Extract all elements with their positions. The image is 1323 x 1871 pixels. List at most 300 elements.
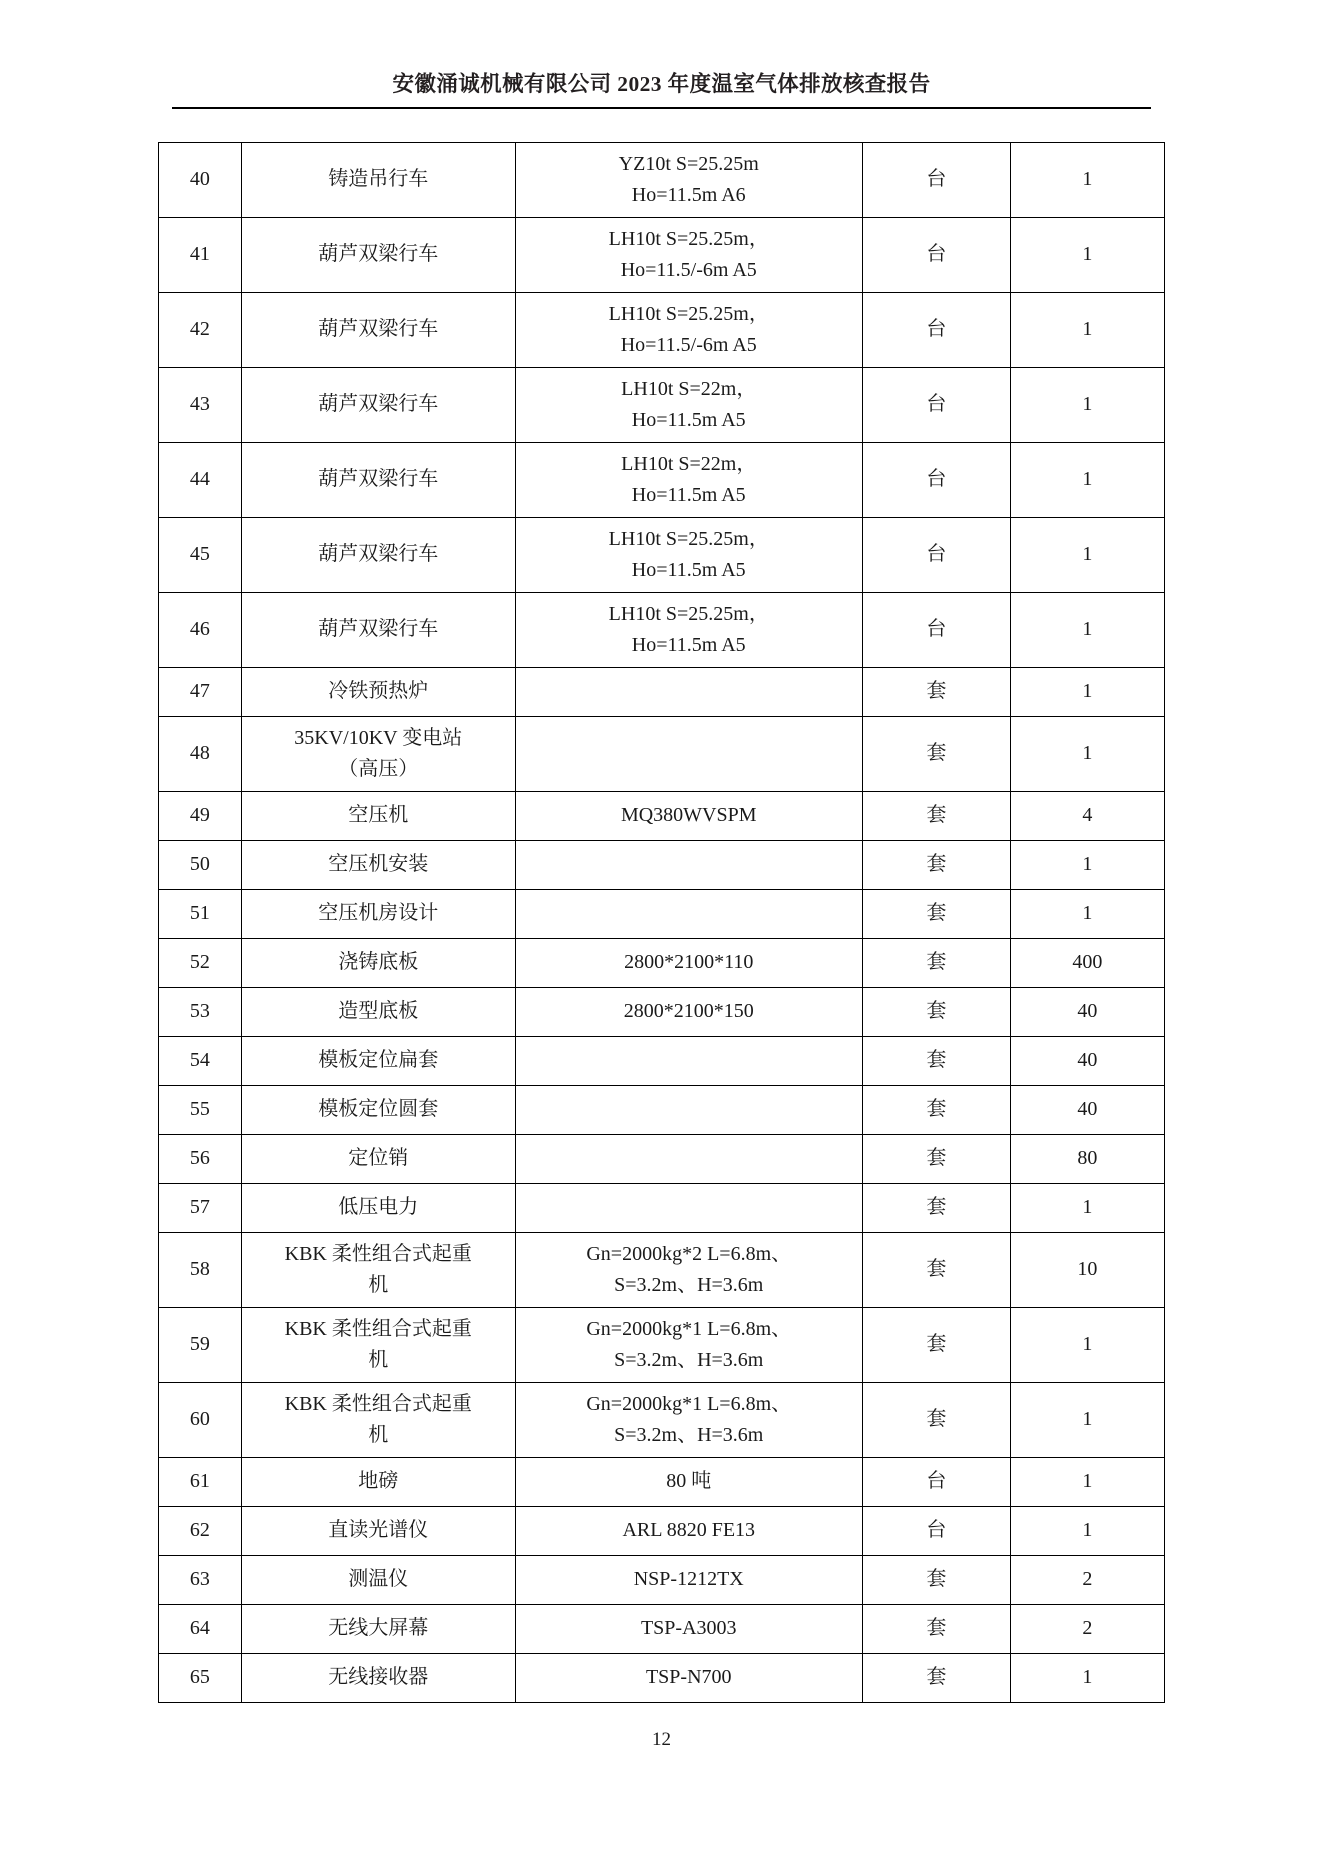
table-row	[159, 442, 1165, 517]
specification-value	[516, 1135, 862, 1183]
unit-value: 套	[926, 999, 947, 1022]
serial-number-value: 45	[189, 542, 210, 565]
equipment-table	[158, 142, 1165, 1703]
cell-serial-number	[159, 938, 242, 987]
cell-equipment-name	[241, 987, 515, 1036]
specification-line-2: Ho=11.5m A5	[631, 558, 746, 581]
cell-specification	[515, 367, 862, 442]
cell-quantity	[1010, 716, 1164, 791]
cell-serial-number	[159, 1506, 242, 1555]
cell-quantity	[1010, 292, 1164, 367]
cell-serial-number	[159, 1457, 242, 1506]
cell-serial-number	[159, 667, 242, 716]
specification-line-1: LH10t S=22m，	[621, 377, 757, 400]
cell-serial-number	[159, 1085, 242, 1134]
equipment-name-value: 浇铸底板	[338, 950, 419, 973]
cell-quantity	[1010, 840, 1164, 889]
serial-number-value: 53	[189, 999, 210, 1022]
unit-value: 套	[926, 1146, 947, 1169]
cell-specification	[515, 1506, 862, 1555]
cell-serial-number	[159, 292, 242, 367]
cell-specification	[515, 840, 862, 889]
cell-specification	[515, 1555, 862, 1604]
equipment-name-value: 无线大屏幕	[328, 1616, 429, 1639]
serial-number-value: 44	[189, 467, 210, 490]
cell-serial-number	[159, 889, 242, 938]
table-row	[159, 1555, 1165, 1604]
cell-serial-number	[159, 1036, 242, 1085]
table-row	[159, 1134, 1165, 1183]
cell-unit	[862, 1653, 1010, 1702]
cell-specification	[515, 889, 862, 938]
cell-specification	[515, 1134, 862, 1183]
cell-equipment-name	[241, 1653, 515, 1702]
quantity-value: 1	[1082, 901, 1093, 924]
cell-specification	[515, 791, 862, 840]
cell-unit	[862, 938, 1010, 987]
cell-quantity	[1010, 1134, 1164, 1183]
cell-serial-number	[159, 1307, 242, 1382]
cell-specification	[515, 517, 862, 592]
quantity-value: 1	[1082, 542, 1093, 565]
equipment-name-value: 模板定位扁套	[318, 1048, 439, 1071]
cell-equipment-name	[241, 217, 515, 292]
quantity-value: 2	[1082, 1616, 1093, 1639]
equipment-name-line-2: 机	[368, 1423, 389, 1446]
cell-equipment-name	[241, 667, 515, 716]
serial-number-value: 46	[189, 617, 210, 640]
serial-number-value: 47	[189, 679, 210, 702]
cell-unit	[862, 667, 1010, 716]
specification-value	[516, 939, 862, 987]
cell-equipment-name	[241, 1085, 515, 1134]
specification-value	[516, 1086, 862, 1134]
cell-unit	[862, 840, 1010, 889]
cell-unit	[862, 292, 1010, 367]
specification-value	[516, 1507, 862, 1555]
quantity-value: 4	[1082, 803, 1093, 826]
quantity-value: 1	[1082, 852, 1093, 875]
equipment-name-value: 葫芦双梁行车	[318, 542, 439, 565]
specification-line-1: 2800*2100*110	[624, 950, 754, 973]
table-row	[159, 840, 1165, 889]
specification-value	[516, 1383, 862, 1457]
cell-unit	[862, 592, 1010, 667]
cell-unit	[862, 1382, 1010, 1457]
cell-serial-number	[159, 592, 242, 667]
cell-equipment-name	[241, 442, 515, 517]
unit-value: 套	[926, 1195, 947, 1218]
specification-line-2: Ho=11.5/-6m A5	[620, 258, 757, 281]
unit-value: 套	[926, 950, 947, 973]
cell-equipment-name	[241, 1307, 515, 1382]
cell-serial-number	[159, 367, 242, 442]
cell-quantity	[1010, 1653, 1164, 1702]
cell-unit	[862, 716, 1010, 791]
equipment-name-line-2: 机	[368, 1273, 389, 1296]
cell-unit	[862, 142, 1010, 217]
equipment-name-value	[242, 1308, 515, 1382]
specification-value	[516, 841, 862, 889]
cell-unit	[862, 1232, 1010, 1307]
table-row	[159, 1232, 1165, 1307]
table-row	[159, 1036, 1165, 1085]
cell-specification	[515, 292, 862, 367]
cell-quantity	[1010, 987, 1164, 1036]
specification-line-2: Ho=11.5m A5	[631, 633, 746, 656]
running-header	[0, 0, 1323, 109]
unit-value: 台	[926, 1469, 947, 1492]
table-row	[159, 367, 1165, 442]
serial-number-value: 63	[189, 1567, 210, 1590]
equipment-name-value	[242, 1233, 515, 1307]
serial-number-value: 62	[189, 1518, 210, 1541]
serial-number-value: 48	[189, 741, 210, 764]
specification-value	[516, 518, 862, 592]
serial-number-value: 54	[189, 1048, 210, 1071]
quantity-value: 1	[1082, 392, 1093, 415]
equipment-name-line-1: KBK 柔性组合式起重	[284, 1242, 472, 1265]
equipment-name-value: 空压机	[348, 803, 409, 826]
specification-line-1: LH10t S=25.25m，	[608, 302, 769, 325]
quantity-value: 1	[1082, 679, 1093, 702]
specification-line-2: Ho=11.5m A6	[631, 183, 746, 206]
equipment-name-value: 葫芦双梁行车	[318, 317, 439, 340]
serial-number-value: 59	[189, 1332, 210, 1355]
cell-serial-number	[159, 1382, 242, 1457]
cell-unit	[862, 1457, 1010, 1506]
cell-equipment-name	[241, 367, 515, 442]
cell-equipment-name	[241, 889, 515, 938]
table-row	[159, 1307, 1165, 1382]
unit-value: 台	[926, 1518, 947, 1541]
cell-equipment-name	[241, 938, 515, 987]
specification-value	[516, 443, 862, 517]
equipment-name-value: 铸造吊行车	[328, 167, 429, 190]
table-row	[159, 938, 1165, 987]
specification-value	[516, 1308, 862, 1382]
unit-value: 台	[926, 542, 947, 565]
specification-value	[516, 1037, 862, 1085]
equipment-name-value	[242, 717, 515, 791]
quantity-value: 1	[1082, 617, 1093, 640]
equipment-name-value: 低压电力	[338, 1195, 419, 1218]
cell-quantity	[1010, 217, 1164, 292]
table-row	[159, 292, 1165, 367]
quantity-value: 1	[1082, 741, 1093, 764]
cell-equipment-name	[241, 1604, 515, 1653]
cell-specification	[515, 442, 862, 517]
serial-number-value: 51	[189, 901, 210, 924]
cell-quantity	[1010, 889, 1164, 938]
serial-number-value: 56	[189, 1146, 210, 1169]
table-row	[159, 217, 1165, 292]
cell-specification	[515, 1307, 862, 1382]
serial-number-value: 40	[189, 167, 210, 190]
unit-value: 套	[926, 901, 947, 924]
page-number: 12	[652, 1728, 671, 1750]
specification-line-1: MQ380WVSPM	[620, 803, 757, 826]
cell-serial-number	[159, 1183, 242, 1232]
cell-quantity	[1010, 1085, 1164, 1134]
table-row	[159, 791, 1165, 840]
table-row	[159, 716, 1165, 791]
table-row	[159, 987, 1165, 1036]
unit-value: 套	[926, 1257, 947, 1280]
specification-line-1: TSP-N700	[645, 1665, 732, 1688]
cell-equipment-name	[241, 1183, 515, 1232]
unit-value: 套	[926, 1567, 947, 1590]
table-row	[159, 517, 1165, 592]
specification-line-2: S=3.2m、H=3.6m	[614, 1348, 764, 1371]
cell-specification	[515, 217, 862, 292]
specification-value	[516, 368, 862, 442]
cell-serial-number	[159, 217, 242, 292]
specification-line-1: LH10t S=25.25m，	[608, 227, 769, 250]
cell-unit	[862, 442, 1010, 517]
serial-number-value: 52	[189, 950, 210, 973]
cell-unit	[862, 1134, 1010, 1183]
table-row	[159, 1604, 1165, 1653]
cell-quantity	[1010, 791, 1164, 840]
specification-line-1: NSP-1212TX	[633, 1567, 744, 1590]
cell-quantity	[1010, 367, 1164, 442]
unit-value: 套	[926, 1332, 947, 1355]
quantity-value: 1	[1082, 242, 1093, 265]
unit-value: 套	[926, 1048, 947, 1071]
cell-equipment-name	[241, 840, 515, 889]
specification-value	[516, 1605, 862, 1653]
unit-value: 台	[926, 617, 947, 640]
equipment-name-value: 造型底板	[338, 999, 419, 1022]
cell-quantity	[1010, 1183, 1164, 1232]
specification-value	[516, 593, 862, 667]
unit-value: 套	[926, 1097, 947, 1120]
cell-equipment-name	[241, 142, 515, 217]
specification-line-1: LH10t S=25.25m，	[608, 602, 769, 625]
cell-quantity	[1010, 142, 1164, 217]
serial-number-value: 61	[189, 1469, 210, 1492]
cell-serial-number	[159, 716, 242, 791]
unit-value: 台	[926, 167, 947, 190]
cell-specification	[515, 1232, 862, 1307]
table-row	[159, 667, 1165, 716]
cell-equipment-name	[241, 1036, 515, 1085]
cell-serial-number	[159, 517, 242, 592]
equipment-name-value: 空压机安装	[328, 852, 429, 875]
cell-equipment-name	[241, 592, 515, 667]
serial-number-value: 49	[189, 803, 210, 826]
specification-line-1: Gn=2000kg*1 L=6.8m、	[586, 1317, 792, 1340]
equipment-name-value: 葫芦双梁行车	[318, 242, 439, 265]
cell-specification	[515, 667, 862, 716]
equipment-name-value: 空压机房设计	[318, 901, 439, 924]
cell-equipment-name	[241, 1555, 515, 1604]
cell-quantity	[1010, 1036, 1164, 1085]
cell-unit	[862, 1307, 1010, 1382]
cell-serial-number	[159, 442, 242, 517]
quantity-value: 1	[1082, 1332, 1093, 1355]
specification-line-2: Ho=11.5/-6m A5	[620, 333, 757, 356]
cell-unit	[862, 987, 1010, 1036]
table-row	[159, 592, 1165, 667]
cell-quantity	[1010, 667, 1164, 716]
cell-equipment-name	[241, 1506, 515, 1555]
equipment-name-value: 模板定位圆套	[318, 1097, 439, 1120]
serial-number-value: 57	[189, 1195, 210, 1218]
cell-quantity	[1010, 1555, 1164, 1604]
quantity-value: 1	[1082, 1665, 1093, 1688]
specification-value	[516, 732, 862, 776]
equipment-name-line-1: KBK 柔性组合式起重	[284, 1392, 472, 1415]
equipment-table-wrapper	[0, 142, 1323, 1703]
cell-unit	[862, 1085, 1010, 1134]
serial-number-value: 41	[189, 242, 210, 265]
cell-serial-number	[159, 142, 242, 217]
cell-equipment-name	[241, 292, 515, 367]
cell-specification	[515, 938, 862, 987]
cell-serial-number	[159, 791, 242, 840]
cell-equipment-name	[241, 1232, 515, 1307]
cell-serial-number	[159, 840, 242, 889]
specification-value	[516, 1654, 862, 1702]
specification-value	[516, 1184, 862, 1232]
cell-unit	[862, 517, 1010, 592]
unit-value: 套	[926, 803, 947, 826]
table-row	[159, 1382, 1165, 1457]
equipment-name-value	[242, 1383, 515, 1457]
equipment-name-value: 葫芦双梁行车	[318, 467, 439, 490]
table-row	[159, 1085, 1165, 1134]
equipment-name-value: 地磅	[358, 1469, 399, 1492]
cell-equipment-name	[241, 716, 515, 791]
header-divider	[172, 107, 1151, 109]
cell-specification	[515, 142, 862, 217]
table-row	[159, 1457, 1165, 1506]
unit-value: 套	[926, 1407, 947, 1430]
specification-value	[516, 988, 862, 1036]
unit-value: 台	[926, 467, 947, 490]
cell-serial-number	[159, 1653, 242, 1702]
specification-value	[516, 218, 862, 292]
cell-serial-number	[159, 1555, 242, 1604]
specification-value	[516, 1458, 862, 1506]
specification-line-2: Ho=11.5m A5	[631, 483, 746, 506]
serial-number-value: 50	[189, 852, 210, 875]
cell-specification	[515, 592, 862, 667]
specification-line-1: LH10t S=25.25m，	[608, 527, 769, 550]
cell-unit	[862, 1183, 1010, 1232]
equipment-name-value: 葫芦双梁行车	[318, 617, 439, 640]
cell-unit	[862, 791, 1010, 840]
cell-specification	[515, 987, 862, 1036]
equipment-name-value: 冷铁预热炉	[328, 679, 429, 702]
cell-quantity	[1010, 1457, 1164, 1506]
cell-equipment-name	[241, 1382, 515, 1457]
quantity-value: 1	[1082, 1469, 1093, 1492]
equipment-name-value: 测温仪	[348, 1567, 409, 1590]
equipment-name-line-2: 机	[368, 1348, 389, 1371]
cell-unit	[862, 1604, 1010, 1653]
cell-quantity	[1010, 1307, 1164, 1382]
unit-value: 套	[926, 852, 947, 875]
cell-unit	[862, 217, 1010, 292]
cell-serial-number	[159, 987, 242, 1036]
specification-line-2: S=3.2m、H=3.6m	[614, 1273, 764, 1296]
table-row	[159, 1183, 1165, 1232]
serial-number-value: 64	[189, 1616, 210, 1639]
specification-value	[516, 668, 862, 716]
cell-unit	[862, 367, 1010, 442]
equipment-name-value: 葫芦双梁行车	[318, 392, 439, 415]
cell-equipment-name	[241, 1457, 515, 1506]
cell-serial-number	[159, 1604, 242, 1653]
quantity-value: 2	[1082, 1567, 1093, 1590]
specification-line-1: YZ10t S=25.25m	[618, 152, 759, 175]
unit-value: 套	[926, 679, 947, 702]
specification-line-2: S=3.2m、H=3.6m	[614, 1423, 764, 1446]
cell-quantity	[1010, 1604, 1164, 1653]
quantity-value: 80	[1077, 1146, 1098, 1169]
serial-number-value: 58	[189, 1257, 210, 1280]
unit-value: 台	[926, 242, 947, 265]
quantity-value: 400	[1072, 950, 1103, 973]
table-body	[159, 142, 1165, 1702]
cell-quantity	[1010, 517, 1164, 592]
specification-line-1: ARL 8820 FE13	[622, 1518, 756, 1541]
cell-unit	[862, 889, 1010, 938]
cell-quantity	[1010, 592, 1164, 667]
header-title: 安徽涌诚机械有限公司 2023 年度温室气体排放核查报告	[392, 72, 931, 96]
unit-value: 套	[926, 741, 947, 764]
cell-specification	[515, 1457, 862, 1506]
specification-line-1: LH10t S=22m，	[621, 452, 757, 475]
equipment-name-value: 直读光谱仪	[328, 1518, 429, 1541]
specification-value	[516, 143, 862, 217]
cell-specification	[515, 1382, 862, 1457]
quantity-value: 40	[1077, 1097, 1098, 1120]
unit-value: 套	[926, 1665, 947, 1688]
serial-number-value: 65	[189, 1665, 210, 1688]
specification-line-1: Gn=2000kg*1 L=6.8m、	[586, 1392, 792, 1415]
cell-serial-number	[159, 1232, 242, 1307]
unit-value: 台	[926, 392, 947, 415]
cell-equipment-name	[241, 791, 515, 840]
specification-value	[516, 1556, 862, 1604]
table-row	[159, 142, 1165, 217]
specification-line-1: 2800*2100*150	[623, 999, 754, 1022]
cell-unit	[862, 1555, 1010, 1604]
cell-specification	[515, 716, 862, 791]
cell-serial-number	[159, 1134, 242, 1183]
quantity-value: 1	[1082, 467, 1093, 490]
equipment-name-value: 定位销	[348, 1146, 409, 1169]
serial-number-value: 42	[189, 317, 210, 340]
cell-equipment-name	[241, 1134, 515, 1183]
cell-specification	[515, 1604, 862, 1653]
specification-line-1: 80 吨	[666, 1469, 712, 1492]
cell-unit	[862, 1506, 1010, 1555]
serial-number-value: 43	[189, 392, 210, 415]
cell-equipment-name	[241, 517, 515, 592]
equipment-name-line-1: KBK 柔性组合式起重	[284, 1317, 472, 1340]
serial-number-value: 60	[189, 1407, 210, 1430]
quantity-value: 1	[1082, 1407, 1093, 1430]
unit-value: 台	[926, 317, 947, 340]
quantity-value: 1	[1082, 1518, 1093, 1541]
equipment-name-value: 无线接收器	[328, 1665, 429, 1688]
specification-line-1: Gn=2000kg*2 L=6.8m、	[586, 1242, 792, 1265]
